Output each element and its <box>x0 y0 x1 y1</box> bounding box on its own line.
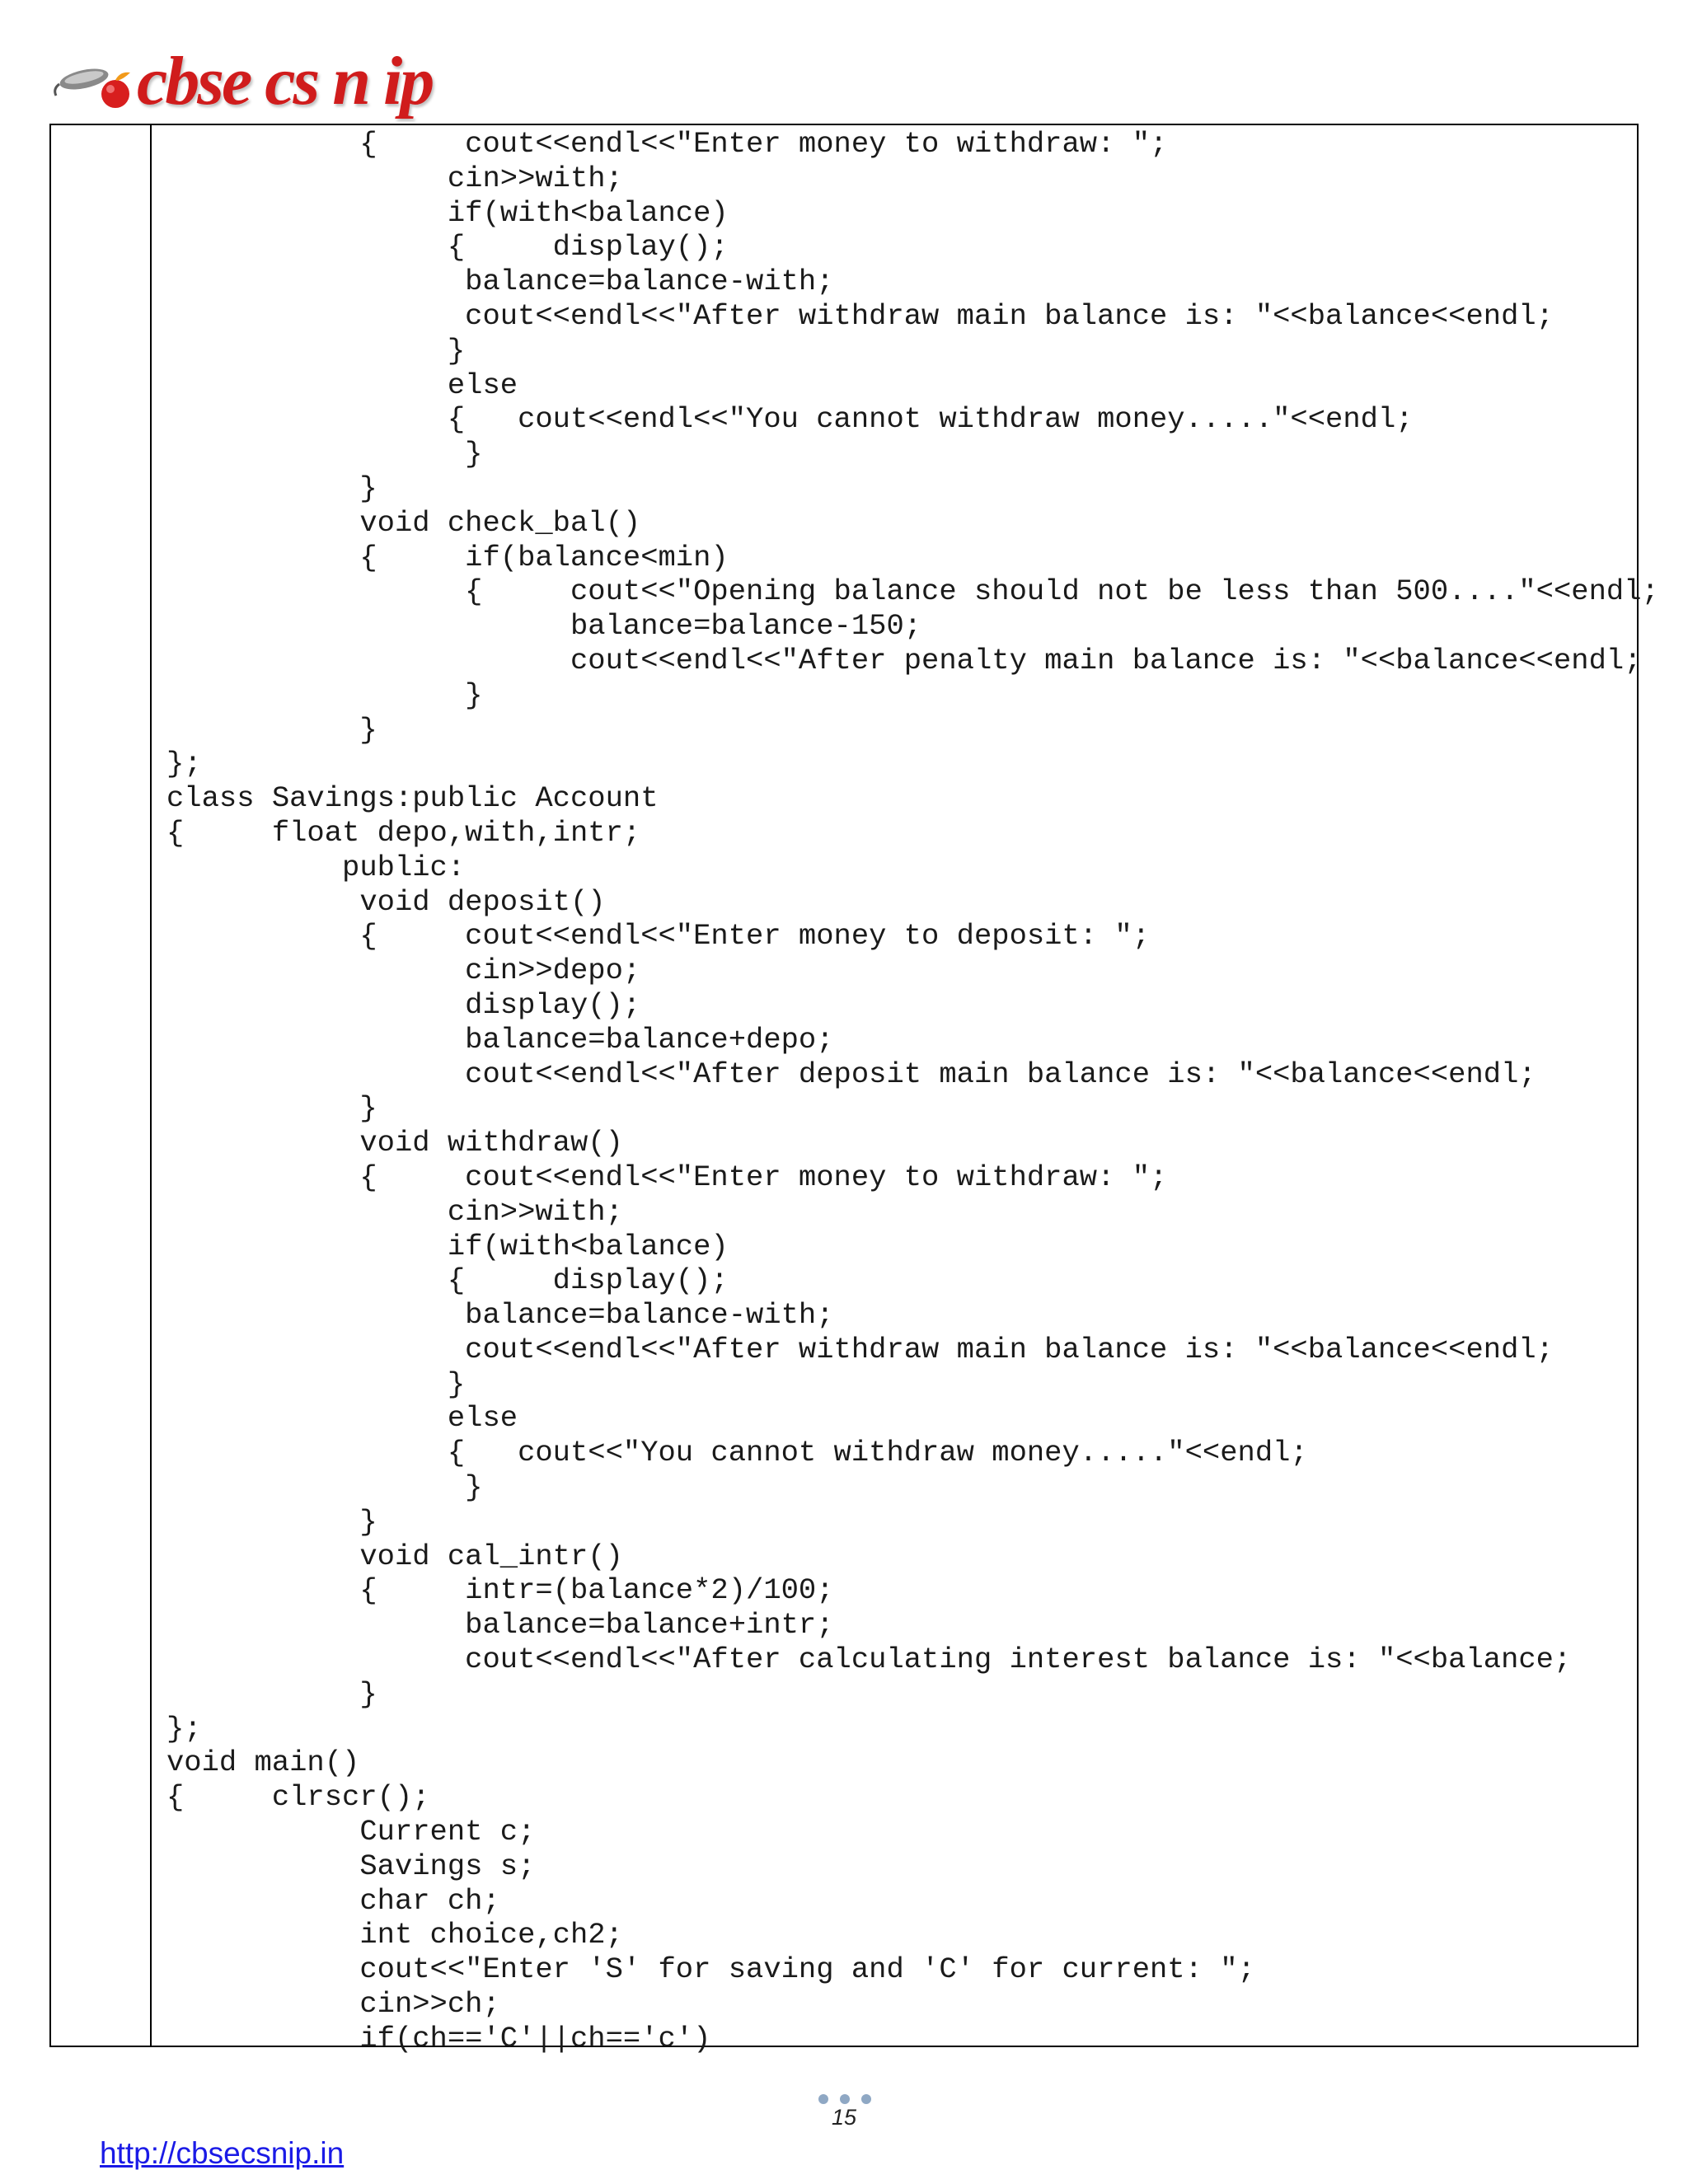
code-line: } <box>166 712 377 747</box>
code-line: void deposit() <box>166 884 606 919</box>
code-line: { cout<<"Opening balance should not be less than 500...."<<endl; <box>166 574 1659 609</box>
code-line: balance=balance-150; <box>166 609 922 644</box>
code-line: void check_bal() <box>166 505 641 540</box>
code-line: { clrscr(); <box>166 1780 430 1815</box>
footer-website-link[interactable]: http://cbsecsnip.in <box>100 2136 345 2170</box>
code-line: { cout<<endl<<"Enter money to withdraw: "; <box>166 127 1168 161</box>
code-line: Current c; <box>166 1815 536 1849</box>
code-line: cin>>depo; <box>166 954 641 988</box>
table-column-divider <box>150 125 152 2046</box>
code-line: } <box>166 333 466 368</box>
code-line: void main() <box>166 1746 360 1780</box>
code-line: { cout<<endl<<"Enter money to deposit: "; <box>166 919 1150 954</box>
code-line: } <box>166 1366 466 1401</box>
code-line: balance=balance+intr; <box>166 1608 834 1643</box>
code-line: else <box>166 368 518 402</box>
code-line: void cal_intr() <box>166 1539 623 1573</box>
code-line: { cout<<"You cannot withdraw money....."<<endl; <box>166 1436 1308 1470</box>
code-line: else <box>166 1401 518 1436</box>
code-line: } <box>166 1091 377 1126</box>
code-line: } <box>166 437 483 471</box>
code-block <box>166 127 1659 2056</box>
code-line: display(); <box>166 987 641 1022</box>
code-line: cin>>with; <box>166 1194 623 1229</box>
code-line: } <box>166 1676 377 1711</box>
code-line: balance=balance-with; <box>166 265 834 299</box>
code-line: class Savings:public Account <box>166 781 659 816</box>
code-line: balance=balance+depo; <box>166 1022 834 1057</box>
code-line: int choice,ch2; <box>166 1918 623 1952</box>
code-line: cout<<endl<<"After withdraw main balance is: "<<balance<<endl; <box>166 1332 1554 1366</box>
code-line: { cout<<endl<<"You cannot withdraw money....."<<endl; <box>166 402 1414 437</box>
code-line: { intr=(balance*2)/100; <box>166 1573 834 1608</box>
code-line: Savings s; <box>166 1849 536 1883</box>
code-line: if(with<balance) <box>166 195 729 230</box>
code-line: } <box>166 1470 483 1505</box>
code-line: cout<<"Enter 'S' for saving and 'C' for current: "; <box>166 1952 1255 1987</box>
cbsecsnip-logo <box>51 43 433 132</box>
code-line: { cout<<endl<<"Enter money to withdraw: "; <box>166 1160 1168 1194</box>
code-line: cin>>with; <box>166 161 623 195</box>
code-line: void withdraw() <box>166 1126 623 1160</box>
logo-mouse-icon <box>51 56 142 114</box>
code-line: }; <box>166 747 202 781</box>
code-line: { if(balance<min) <box>166 540 729 574</box>
code-line: if(ch=='C'||ch=='c') <box>166 2021 711 2055</box>
code-line: char ch; <box>166 1883 500 1918</box>
code-line: } <box>166 471 377 505</box>
code-table <box>49 124 1659 2055</box>
code-line: { display(); <box>166 230 729 265</box>
code-line: }; <box>166 1711 202 1746</box>
code-line: cout<<endl<<"After deposit main balance is: "<<balance<<endl; <box>166 1057 1536 1091</box>
code-line: cout<<endl<<"After calculating interest balance is: "<<balance; <box>166 1643 1572 1677</box>
code-line: public: <box>166 850 466 884</box>
page-number: 15 <box>831 2105 857 2130</box>
code-line: { float depo,with,intr; <box>166 815 641 850</box>
code-line: if(with<balance) <box>166 1229 729 1263</box>
code-line: { display(); <box>166 1263 729 1298</box>
code-line: cout<<endl<<"After withdraw main balance is: "<<balance<<endl; <box>166 298 1554 333</box>
code-line: cin>>ch; <box>166 1987 500 2022</box>
code-line: } <box>166 1504 377 1539</box>
code-line: cout<<endl<<"After penalty main balance is: "<<balance<<endl; <box>166 643 1642 677</box>
code-line: balance=balance-with; <box>166 1298 834 1333</box>
code-line: } <box>166 677 483 712</box>
logo-text: cbse cs n ip <box>137 43 433 120</box>
